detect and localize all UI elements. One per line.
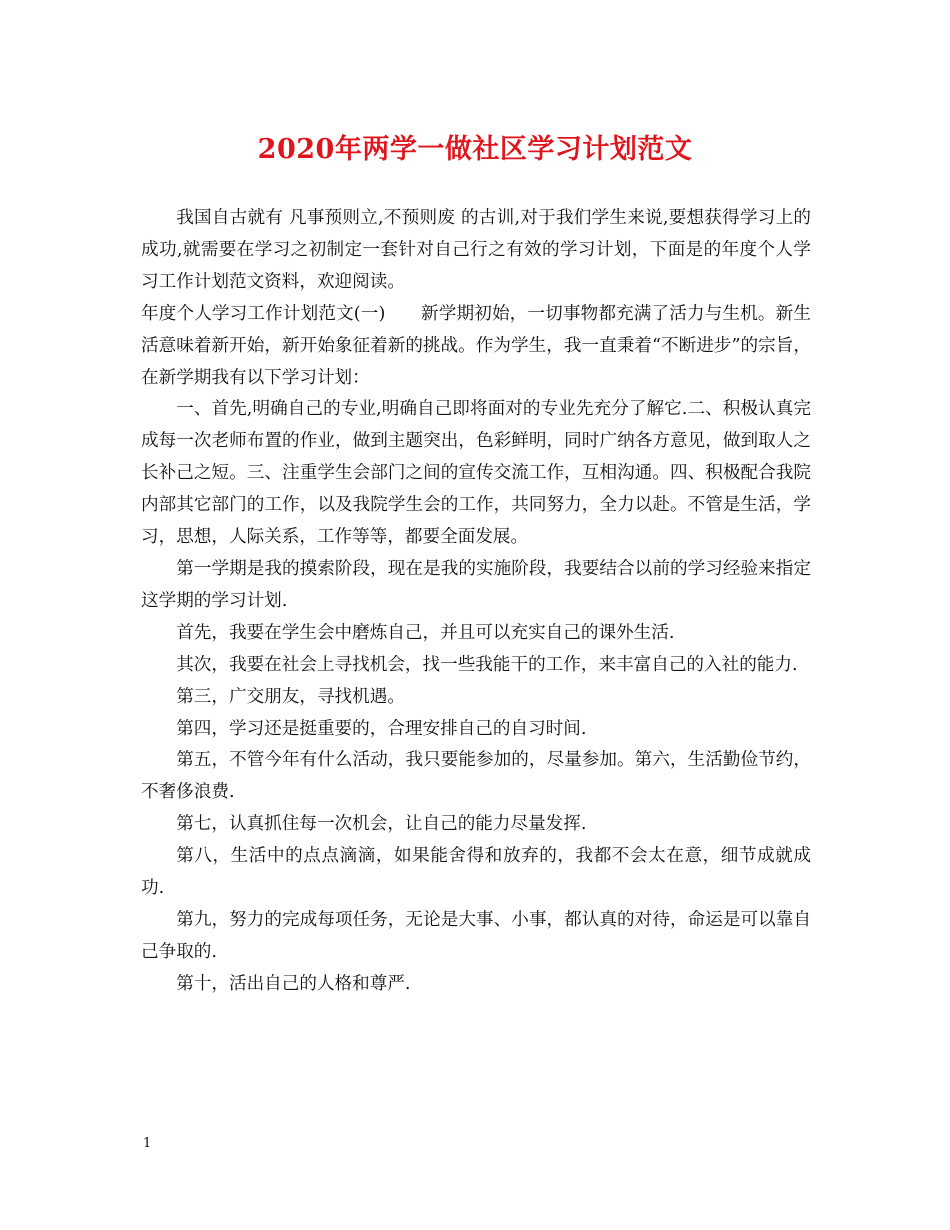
paragraph-first-semester: 第一学期是我的摸索阶段，现在是我的实施阶段，我要结合以前的学习经验来指定这学期的学习计划.	[141, 558, 811, 611]
page-number: 1	[143, 1136, 152, 1151]
paragraph-intro: 我国自古就有 凡事预则立,不预则废 的古训,对于我们学生来说,要想获得学习上的成功,就需要在学习之初制定一套针对自己行之有效的学习计划，下面是的年度个人学习工作计划范文资料，欢迎阅读。	[141, 208, 811, 292]
paragraph-item-seventh: 第七，认真抓住每一次机会，让自己的能力尽量发挥.	[176, 814, 587, 835]
paragraph-item-first: 首先，我要在学生会中磨炼自己，并且可以充实自己的课外生活.	[176, 622, 675, 643]
paragraph-item-third: 第三，广交朋友，寻找机遇。	[176, 686, 405, 707]
paragraph-plan-points: 一、首先,明确自己的专业,明确自己即将面对的专业先充分了解它.二、积极认真完成每一次老师布置的作业，做到主题突出，色彩鲜明，同时广纳各方意见，做到取人之长补己之短。三、注重学生会部门之间的宣传交流工作，互相沟通。四、积极配合我院内部其它部门的工作，以及我院学生会的工作，共同努力，全力以赴。不管是生活，学习，思想，人际关系，工作等等，都要全面发展。	[141, 399, 811, 548]
paragraph-plan-heading: 年度个人学习工作计划范文(一) 新学期初始，一切事物都充满了活力与生机。新生活意味着新开始，新开始象征着新的挑战。作为学生，我一直秉着“不断进步”的宗旨，在新学期我有以下学习计划：	[141, 303, 811, 388]
document-body	[141, 203, 811, 1001]
document-title: 2020年两学一做社区学习计划范文	[257, 134, 693, 165]
paragraph-item-eighth: 第八，生活中的点点滴滴，如果能舍得和放弃的，我都不会太在意，细节成就成功.	[141, 846, 811, 899]
paragraph-item-second: 其次，我要在社会上寻找机会，找一些我能干的工作，来丰富自己的入社的能力.	[176, 654, 798, 675]
paragraph-item-fourth: 第四，学习还是挺重要的，合理安排自己的自习时间.	[176, 718, 587, 739]
paragraph-item-fifth-sixth: 第五，不管今年有什么活动，我只要能参加的，尽量参加。第六，生活勤俭节约，不奢侈浪费.	[141, 750, 811, 803]
paragraph-item-tenth: 第十，活出自己的人格和尊严.	[176, 973, 411, 994]
paragraph-item-ninth: 第九，努力的完成每项任务，无论是大事、小事，都认真的对待，命运是可以靠自己争取的.	[141, 909, 811, 962]
